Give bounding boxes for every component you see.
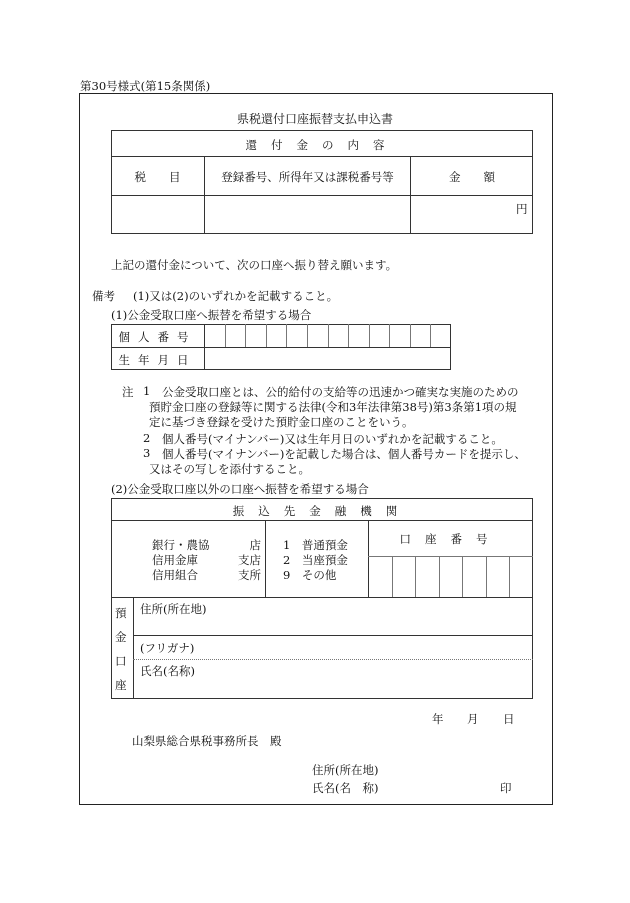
note-3-number: 3 xyxy=(143,446,151,460)
branch-type-2: 支店 xyxy=(238,553,261,567)
furigana-label: (フリガナ) xyxy=(140,641,195,655)
note-2-number: 2 xyxy=(143,431,151,445)
account-address-field[interactable] xyxy=(134,617,532,634)
tax-item-field[interactable] xyxy=(112,197,203,233)
request-text: 上記の還付金について、次の口座へ振り替え願います。 xyxy=(111,258,398,272)
applicant-name-label: 氏名(名 称) xyxy=(312,781,379,795)
branch-type-3: 支所 xyxy=(238,568,261,582)
date-day: 日 xyxy=(503,712,515,726)
note-3-line-1: 個人番号(マイナンバー)を記載した場合は、個人番号カードを提示し、 xyxy=(162,447,526,461)
note-1-line-1: 公金受取口座とは、公的給付の支給等の迅速かつ確実な実施のための xyxy=(162,385,519,399)
note-3-line-2: 又はその写しを添付すること。 xyxy=(149,462,310,476)
section1-title: (1)公金受取口座へ振替を希望する場合 xyxy=(111,308,312,322)
account-address-label: 住所(所在地) xyxy=(140,602,207,616)
date-year: 年 xyxy=(432,712,444,726)
branch-type-1: 店 xyxy=(249,538,261,552)
applicant-address-label: 住所(所在地) xyxy=(312,763,379,777)
my-number-field[interactable] xyxy=(205,325,450,346)
note-2-line-1: 個人番号(マイナンバー)又は生年月日のいずれかを記載すること。 xyxy=(162,432,503,446)
my-number-label: 個人番号 xyxy=(118,330,197,344)
account-name-field[interactable] xyxy=(134,679,532,698)
registration-number-header: 登録番号、所得年又は課税番号等 xyxy=(221,170,394,184)
seal-mark: 印 xyxy=(500,781,512,795)
account-name-label: 氏名(名称) xyxy=(140,664,195,678)
side-label-3: 口 xyxy=(115,654,127,668)
side-label-2: 金 xyxy=(115,630,127,644)
account-number-label: 口座番号 xyxy=(399,532,502,546)
remarks-label: 備考 xyxy=(92,289,115,303)
side-label-4: 座 xyxy=(115,678,127,692)
note-1-line-3: 定に基づき登録を受けた預貯金口座のことをいう。 xyxy=(149,415,414,429)
remarks-text: (1)又は(2)のいずれかを記載すること。 xyxy=(133,289,339,303)
form-number: 第30号様式(第15条関係) xyxy=(80,79,211,93)
addressee: 山梨県総合県税事務所長 殿 xyxy=(132,734,282,748)
amount-field[interactable] xyxy=(411,212,511,232)
bank-type-3: 信用組合 xyxy=(152,568,198,582)
birthdate-label: 生年月日 xyxy=(118,353,197,367)
tax-item-header: 税 目 xyxy=(134,170,181,184)
side-label-1: 預 xyxy=(115,606,127,620)
section2-title: (2)公金受取口座以外の口座へ振替を希望する場合 xyxy=(111,482,369,496)
note-1-number: 1 xyxy=(143,384,151,398)
refund-table-heading: 還付金の内容 xyxy=(245,138,399,152)
bank-type-2: 信用金庫 xyxy=(152,553,198,567)
bank-heading: 振込先金融機関 xyxy=(232,504,412,518)
note-1-line-2: 預貯金口座の登録等に関する法律(令和3年法律第38号)第3条第1項の規 xyxy=(149,400,517,414)
account-type-3[interactable]: 9 その他 xyxy=(283,568,337,582)
bank-type-1: 銀行・農協 xyxy=(152,538,210,552)
account-number-field[interactable] xyxy=(369,557,532,596)
account-type-2[interactable]: 2 当座預金 xyxy=(283,553,348,567)
amount-header: 金 額 xyxy=(449,170,495,184)
notes-label: 注 xyxy=(122,385,134,399)
furigana-field[interactable] xyxy=(210,637,532,658)
registration-number-field[interactable] xyxy=(205,197,409,233)
birthdate-field[interactable] xyxy=(205,348,450,369)
date-month: 月 xyxy=(467,712,479,726)
account-type-1[interactable]: 1 普通預金 xyxy=(283,538,348,552)
form-title: 県税還付口座振替支払申込書 xyxy=(236,112,393,126)
yen-unit: 円 xyxy=(516,202,528,216)
